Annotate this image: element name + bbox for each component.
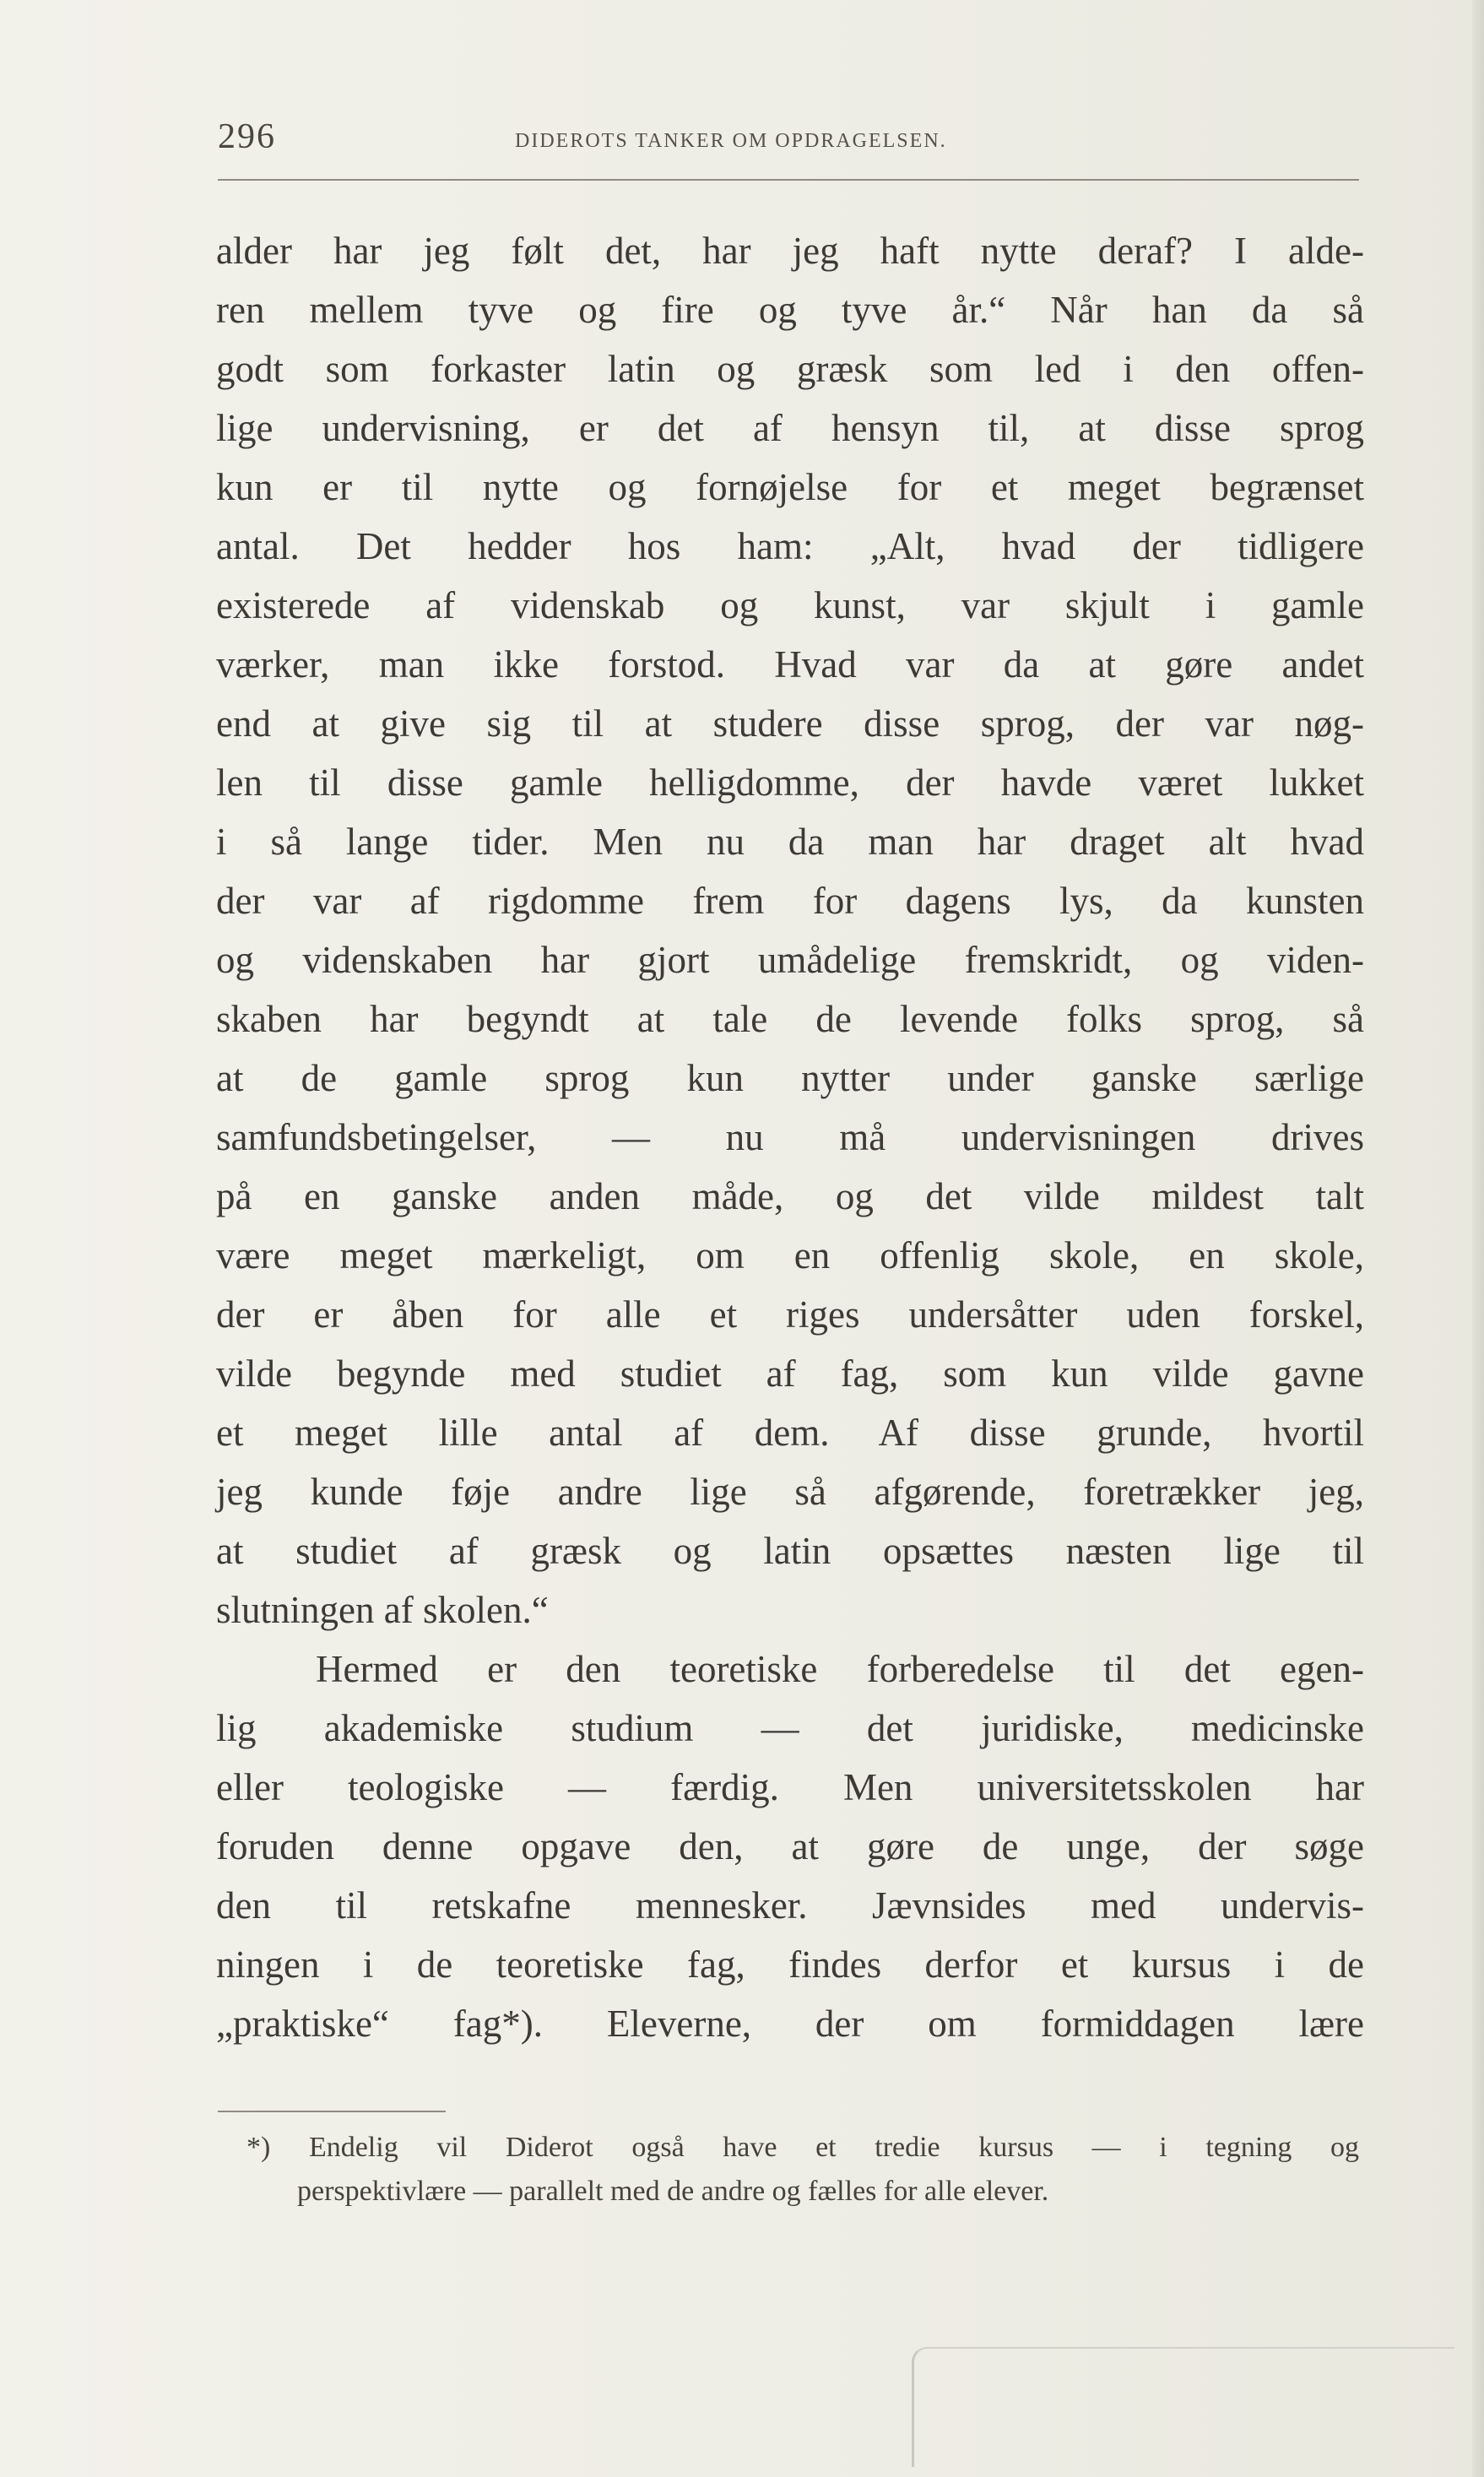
- text-line: lige undervisning, er det af hensyn til, at disse sprog: [216, 407, 1364, 449]
- text-line: jeg kunde føje andre lige så afgørende, foretrækker jeg,: [216, 1471, 1364, 1513]
- text-line: der var af rigdomme frem for dagens lys, da kunsten: [216, 880, 1364, 922]
- text-line: antal. Det hedder hos ham: „Alt, hvad der tidligere: [216, 525, 1364, 567]
- text-line: ren mellem tyve og fire og tyve år.“ Når han da så: [216, 289, 1364, 331]
- page-corner-mark: [912, 2347, 1454, 2467]
- page-header: [218, 117, 1359, 164]
- footnote-line: perspektivlære — parallelt med de andre og fælles for alle elever.: [297, 2176, 1049, 2207]
- text-line: være meget mærkeligt, om en offenlig skole, en skole,: [216, 1234, 1364, 1276]
- text-line: slutningen af skolen.“: [216, 1589, 549, 1631]
- text-line: existerede af videnskab og kunst, var skjult i gamle: [216, 584, 1364, 626]
- text-line: værker, man ikke forstod. Hvad var da at gøre andet: [216, 643, 1364, 686]
- text-line: foruden denne opgave den, at gøre de unge, der søge: [216, 1825, 1364, 1867]
- page-edge: [1472, 0, 1484, 2477]
- text-line: alder har jeg følt det, har jeg haft nytte deraf? I alde-: [216, 230, 1364, 272]
- text-line: der er åben for alle et riges undersåtter uden forskel,: [216, 1293, 1364, 1336]
- text-line: at de gamle sprog kun nytter under ganske særlige: [216, 1057, 1364, 1099]
- paragraph-start-line: Hermed er den teoretiske forberedelse til det egen-: [316, 1648, 1364, 1690]
- text-line: vilde begynde med studiet af fag, som kun vilde gavne: [216, 1352, 1364, 1395]
- text-line: kun er til nytte og fornøjelse for et meget begrænset: [216, 466, 1364, 508]
- page-number: 296: [218, 117, 276, 156]
- footnote-rule: [218, 2111, 446, 2112]
- text-line: lig akademiske studium — det juridiske, medicinske: [216, 1707, 1364, 1749]
- text-line: et meget lille antal af dem. Af disse grunde, hvortil: [216, 1412, 1364, 1454]
- footnote-line: *) Endelig vil Diderot også have et tredie kursus — i tegning og: [246, 2132, 1359, 2163]
- footnote: [246, 2126, 1359, 2214]
- text-line: og videnskaben har gjort umådelige fremskridt, og viden-: [216, 939, 1364, 981]
- body-text: [216, 221, 1364, 2053]
- text-line: at studiet af græsk og latin opsættes næsten lige til: [216, 1530, 1364, 1572]
- text-line: „praktiske“ fag*). Eleverne, der om formiddagen lære: [216, 2003, 1364, 2045]
- text-line: godt som forkaster latin og græsk som led i den offen-: [216, 348, 1364, 390]
- text-line: end at give sig til at studere disse sprog, der var nøg-: [216, 702, 1364, 745]
- text-line: den til retskafne mennesker. Jævnsides med undervis-: [216, 1884, 1364, 1927]
- text-line: i så lange tider. Men nu da man har draget alt hvad: [216, 821, 1364, 863]
- text-line: samfundsbetingelser, — nu må undervisningen drives: [216, 1116, 1364, 1158]
- running-title: DIDEROTS TANKER OM OPDRAGELSEN.: [515, 130, 947, 152]
- text-line: på en ganske anden måde, og det vilde mildest talt: [216, 1175, 1364, 1217]
- text-line: eller teologiske — færdig. Men universitetsskolen har: [216, 1766, 1364, 1808]
- text-line: ningen i de teoretiske fag, findes derfor et kursus i de: [216, 1943, 1364, 1986]
- text-line: skaben har begyndt at tale de levende folks sprog, så: [216, 998, 1364, 1040]
- text-line: len til disse gamle helligdomme, der havde været lukket: [216, 762, 1364, 804]
- header-rule: [218, 179, 1359, 181]
